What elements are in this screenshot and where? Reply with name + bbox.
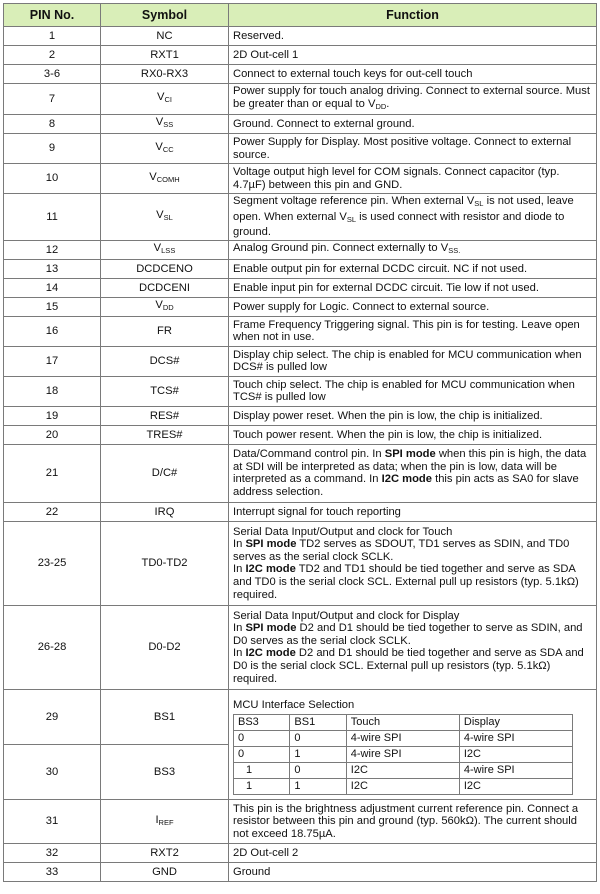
- pin-number: 31: [4, 799, 101, 843]
- pin-symbol: [101, 164, 229, 194]
- table-row: [4, 605, 597, 689]
- symbol-base: V: [155, 116, 164, 129]
- mcu-interface-cell: [229, 689, 597, 799]
- symbol-subscript: DD: [162, 303, 174, 313]
- pin-symbol: D/C#: [101, 444, 229, 502]
- pin-number: 33: [4, 862, 101, 881]
- pin-function: 2D Out-cell 2: [229, 843, 597, 862]
- mcu-row: [234, 746, 573, 762]
- pin-number: 32: [4, 843, 101, 862]
- pin-symbol: RXT1: [101, 46, 229, 65]
- function-text: In: [233, 622, 246, 635]
- pin-function: This pin is the brightness adjustment current reference pin. Connect a resistor between this pin and ground (typ. 560kΩ). The current should not exceed 18.75µA.: [229, 799, 597, 843]
- pin-number: 3-6: [4, 65, 101, 84]
- pin-number: 13: [4, 259, 101, 278]
- pin-symbol: DCDCENO: [101, 259, 229, 278]
- pin-number: 16: [4, 316, 101, 346]
- mode-label: SPI mode: [245, 622, 297, 635]
- table-row: [4, 240, 597, 259]
- pin-number: 17: [4, 346, 101, 376]
- mode-label: SPI mode: [245, 538, 297, 551]
- pin-function: [229, 605, 597, 689]
- pin-symbol: [101, 115, 229, 134]
- function-text: D2 and D1 should be tied together to serve as SDIN, and D0 serves as the serial clock SCLK.: [233, 622, 583, 647]
- mcu-cell: 0: [234, 730, 290, 746]
- pin-number: 15: [4, 297, 101, 316]
- symbol-subscript: CI: [164, 95, 172, 105]
- table-row: [4, 134, 597, 164]
- pin-symbol: RES#: [101, 406, 229, 425]
- pin-symbol: FR: [101, 316, 229, 346]
- symbol-subscript: REF: [158, 817, 174, 827]
- pin-symbol: [101, 134, 229, 164]
- pin-symbol: DCS#: [101, 346, 229, 376]
- table-row: [4, 406, 597, 425]
- symbol-base: V: [157, 91, 165, 104]
- symbol-base: V: [155, 299, 163, 312]
- pin-symbol: [101, 297, 229, 316]
- mcu-cell: I2C: [459, 746, 572, 762]
- mcu-header-cell: Display: [459, 714, 572, 730]
- mcu-header-cell: BS1: [290, 714, 346, 730]
- pin-number: 29: [4, 689, 101, 744]
- function-line: [233, 647, 592, 685]
- mcu-cell: I2C: [459, 778, 572, 794]
- pin-number: 7: [4, 84, 101, 115]
- mode-label: I2C mode: [245, 647, 296, 660]
- table-row: [4, 115, 597, 134]
- pin-function: [229, 240, 597, 259]
- function-subscript: SL: [346, 214, 356, 224]
- mcu-interface-table: [233, 714, 573, 795]
- symbol-base: I: [155, 813, 159, 826]
- pin-symbol: BS3: [101, 744, 229, 799]
- mcu-cell: 1: [234, 762, 290, 778]
- symbol-subscript: COMH: [156, 174, 180, 184]
- pin-function: Frame Frequency Triggering signal. This pin is for testing. Leave open when not in use.: [229, 316, 597, 346]
- symbol-base: V: [153, 242, 162, 255]
- pin-symbol: BS1: [101, 689, 229, 744]
- table-row: [4, 316, 597, 346]
- table-row: [4, 346, 597, 376]
- pin-function: Power supply for Logic. Connect to external source.: [229, 297, 597, 316]
- function-subscript: SL: [474, 199, 484, 209]
- function-subscript: SS.: [448, 246, 461, 256]
- function-line: Serial Data Input/Output and clock for Touch: [233, 525, 453, 538]
- pin-number: 21: [4, 444, 101, 502]
- function-text: Segment voltage reference pin. When external V: [233, 195, 475, 208]
- pin-number: 18: [4, 376, 101, 406]
- pin-number: 20: [4, 425, 101, 444]
- pin-number: 9: [4, 134, 101, 164]
- pin-function: Touch chip select. The chip is enabled for MCU communication when TCS# is pulled low: [229, 376, 597, 406]
- table-row: [4, 862, 597, 881]
- mcu-title: MCU Interface Selection: [233, 699, 355, 712]
- function-line: [233, 563, 592, 601]
- mcu-cell: 4-wire SPI: [459, 762, 572, 778]
- symbol-base: V: [156, 209, 164, 222]
- symbol-subscript: CC: [162, 144, 174, 154]
- pin-symbol: TCS#: [101, 376, 229, 406]
- function-line: [233, 538, 592, 563]
- pin-number: 10: [4, 164, 101, 194]
- pin-function: [229, 84, 597, 115]
- pin-function: Enable output pin for external DCDC circuit. NC if not used.: [229, 259, 597, 278]
- pin-number: 1: [4, 27, 101, 46]
- function-text: .: [386, 97, 390, 110]
- symbol-base: V: [155, 140, 163, 153]
- pin-number: 30: [4, 744, 101, 799]
- pin-function: [229, 521, 597, 605]
- mcu-cell: 0: [234, 746, 290, 762]
- pin-symbol: D0-D2: [101, 605, 229, 689]
- pin-number: 14: [4, 278, 101, 297]
- function-text: when this pin is high, the data at SDI will be interpreted as data; when the pin is low, data will be interpreted as a command. In: [233, 448, 587, 486]
- pin-function: Ground. Connect to external ground.: [229, 115, 597, 134]
- function-text: this pin acts as SA0 for slave address selection.: [233, 473, 579, 499]
- symbol-subscript: SL: [163, 213, 173, 223]
- pin-symbol: [101, 84, 229, 115]
- pin-function: Display power reset. When the pin is low, the chip is initialized.: [229, 406, 597, 425]
- pin-function: Ground: [229, 862, 597, 881]
- function-text: Analog Ground pin. Connect externally to V: [233, 242, 449, 255]
- pin-function: Connect to external touch keys for out-cell touch: [229, 65, 597, 84]
- table-row: [4, 444, 597, 502]
- mode-label: SPI mode: [384, 448, 436, 461]
- function-text: Data/Command control pin. In: [233, 448, 385, 461]
- function-text: D2 and D1 should be tied together and serve as SDA and D0 is the serial clock SCL. External pull up resistors (typ. 5.1kΩ) required.: [233, 647, 584, 685]
- function-line: [233, 622, 592, 647]
- pin-number: 2: [4, 46, 101, 65]
- symbol-header: Symbol: [101, 4, 229, 27]
- pin-function: Power Supply for Display. Most positive voltage. Connect to external source.: [229, 134, 597, 164]
- table-row: [4, 65, 597, 84]
- pin-number: 23-25: [4, 521, 101, 605]
- table-row: [4, 46, 597, 65]
- table-row: [4, 297, 597, 316]
- table-row: [4, 521, 597, 605]
- pin-symbol: GND: [101, 862, 229, 881]
- pin-number: 26-28: [4, 605, 101, 689]
- function-text: TD2 serves as SDOUT, TD1 serves as SDIN, and TD0 serves as the serial clock SCLK.: [233, 538, 570, 563]
- mcu-row: [234, 730, 573, 746]
- function-text: In: [233, 538, 246, 551]
- pin-symbol: TD0-TD2: [101, 521, 229, 605]
- pin-symbol: [101, 194, 229, 241]
- pin-symbol: [101, 799, 229, 843]
- table-row: [4, 84, 597, 115]
- pin-number: 12: [4, 240, 101, 259]
- mcu-header-row: [234, 714, 573, 730]
- mcu-cell: 4-wire SPI: [346, 746, 459, 762]
- mcu-header-cell: Touch: [346, 714, 459, 730]
- pin-symbol: DCDCENI: [101, 278, 229, 297]
- function-text: Power supply for touch analog driving. Connect to external source. Must be greater than or equal to V: [233, 85, 590, 110]
- pin-function: Voltage output high level for COM signals. Connect capacitor (typ. 4.7µF) between this pin and GND.: [229, 164, 597, 194]
- pin-number: 19: [4, 406, 101, 425]
- mcu-cell: I2C: [346, 778, 459, 794]
- pin-function: 2D Out-cell 1: [229, 46, 597, 65]
- pin-function: [229, 444, 597, 502]
- function-text: is used connect with resistor and diode to ground.: [233, 210, 565, 239]
- mode-label: I2C mode: [245, 563, 296, 576]
- pin-number: 22: [4, 502, 101, 521]
- table-row: [4, 164, 597, 194]
- mcu-cell: 0: [290, 730, 346, 746]
- function-text: is not used, leave open. When external V: [233, 195, 574, 223]
- mcu-cell: 4-wire SPI: [459, 730, 572, 746]
- table-row: [4, 27, 597, 46]
- table-row: [4, 194, 597, 241]
- table-row: [4, 376, 597, 406]
- mcu-cell: 0: [290, 762, 346, 778]
- function-header: Function: [229, 4, 597, 27]
- pin-function: Interrupt signal for touch reporting: [229, 502, 597, 521]
- mcu-cell: 1: [290, 746, 346, 762]
- function-text: In: [233, 563, 246, 576]
- table-row: [4, 259, 597, 278]
- table-row: [4, 799, 597, 843]
- pin-function: Touch power resent. When the pin is low, the chip is initialized.: [229, 425, 597, 444]
- function-text: In: [233, 647, 246, 660]
- symbol-subscript: LSS: [161, 246, 176, 256]
- mode-label: I2C mode: [381, 473, 432, 486]
- function-text: TD2 and TD1 should be tied together and serve as SDA and TD0 is the serial clock SCL. External pull up resistors (typ. 5.1kΩ) required.: [233, 563, 579, 601]
- function-subscript: DD: [375, 101, 387, 111]
- pin-symbol: IRQ: [101, 502, 229, 521]
- pin-symbol: [101, 240, 229, 259]
- pin-number: 8: [4, 115, 101, 134]
- pin-symbol: TRES#: [101, 425, 229, 444]
- table-row: [4, 689, 597, 744]
- table-row: [4, 502, 597, 521]
- table-row: [4, 425, 597, 444]
- mcu-row: [234, 778, 573, 794]
- mcu-cell: 1: [290, 778, 346, 794]
- function-line: Serial Data Input/Output and clock for Display: [233, 609, 460, 622]
- pin-symbol: RX0-RX3: [101, 65, 229, 84]
- mcu-cell: I2C: [346, 762, 459, 778]
- mcu-header-cell: BS3: [234, 714, 290, 730]
- mcu-cell: 4-wire SPI: [346, 730, 459, 746]
- mcu-cell: 1: [234, 778, 290, 794]
- table-row: [4, 278, 597, 297]
- symbol-subscript: SS: [163, 120, 174, 130]
- pin-table: [3, 3, 597, 882]
- pin-header: PIN No.: [4, 4, 101, 27]
- mcu-row: [234, 762, 573, 778]
- symbol-base: V: [149, 170, 157, 183]
- pin-function: Enable input pin for external DCDC circuit. Tie low if not used.: [229, 278, 597, 297]
- pin-symbol: RXT2: [101, 843, 229, 862]
- pin-function: Reserved.: [229, 27, 597, 46]
- pin-function: Display chip select. The chip is enabled for MCU communication when DCS# is pulled low: [229, 346, 597, 376]
- header-row: [4, 4, 597, 27]
- table-row: [4, 843, 597, 862]
- pin-number: 11: [4, 194, 101, 241]
- pin-function: [229, 194, 597, 241]
- pin-symbol: NC: [101, 27, 229, 46]
